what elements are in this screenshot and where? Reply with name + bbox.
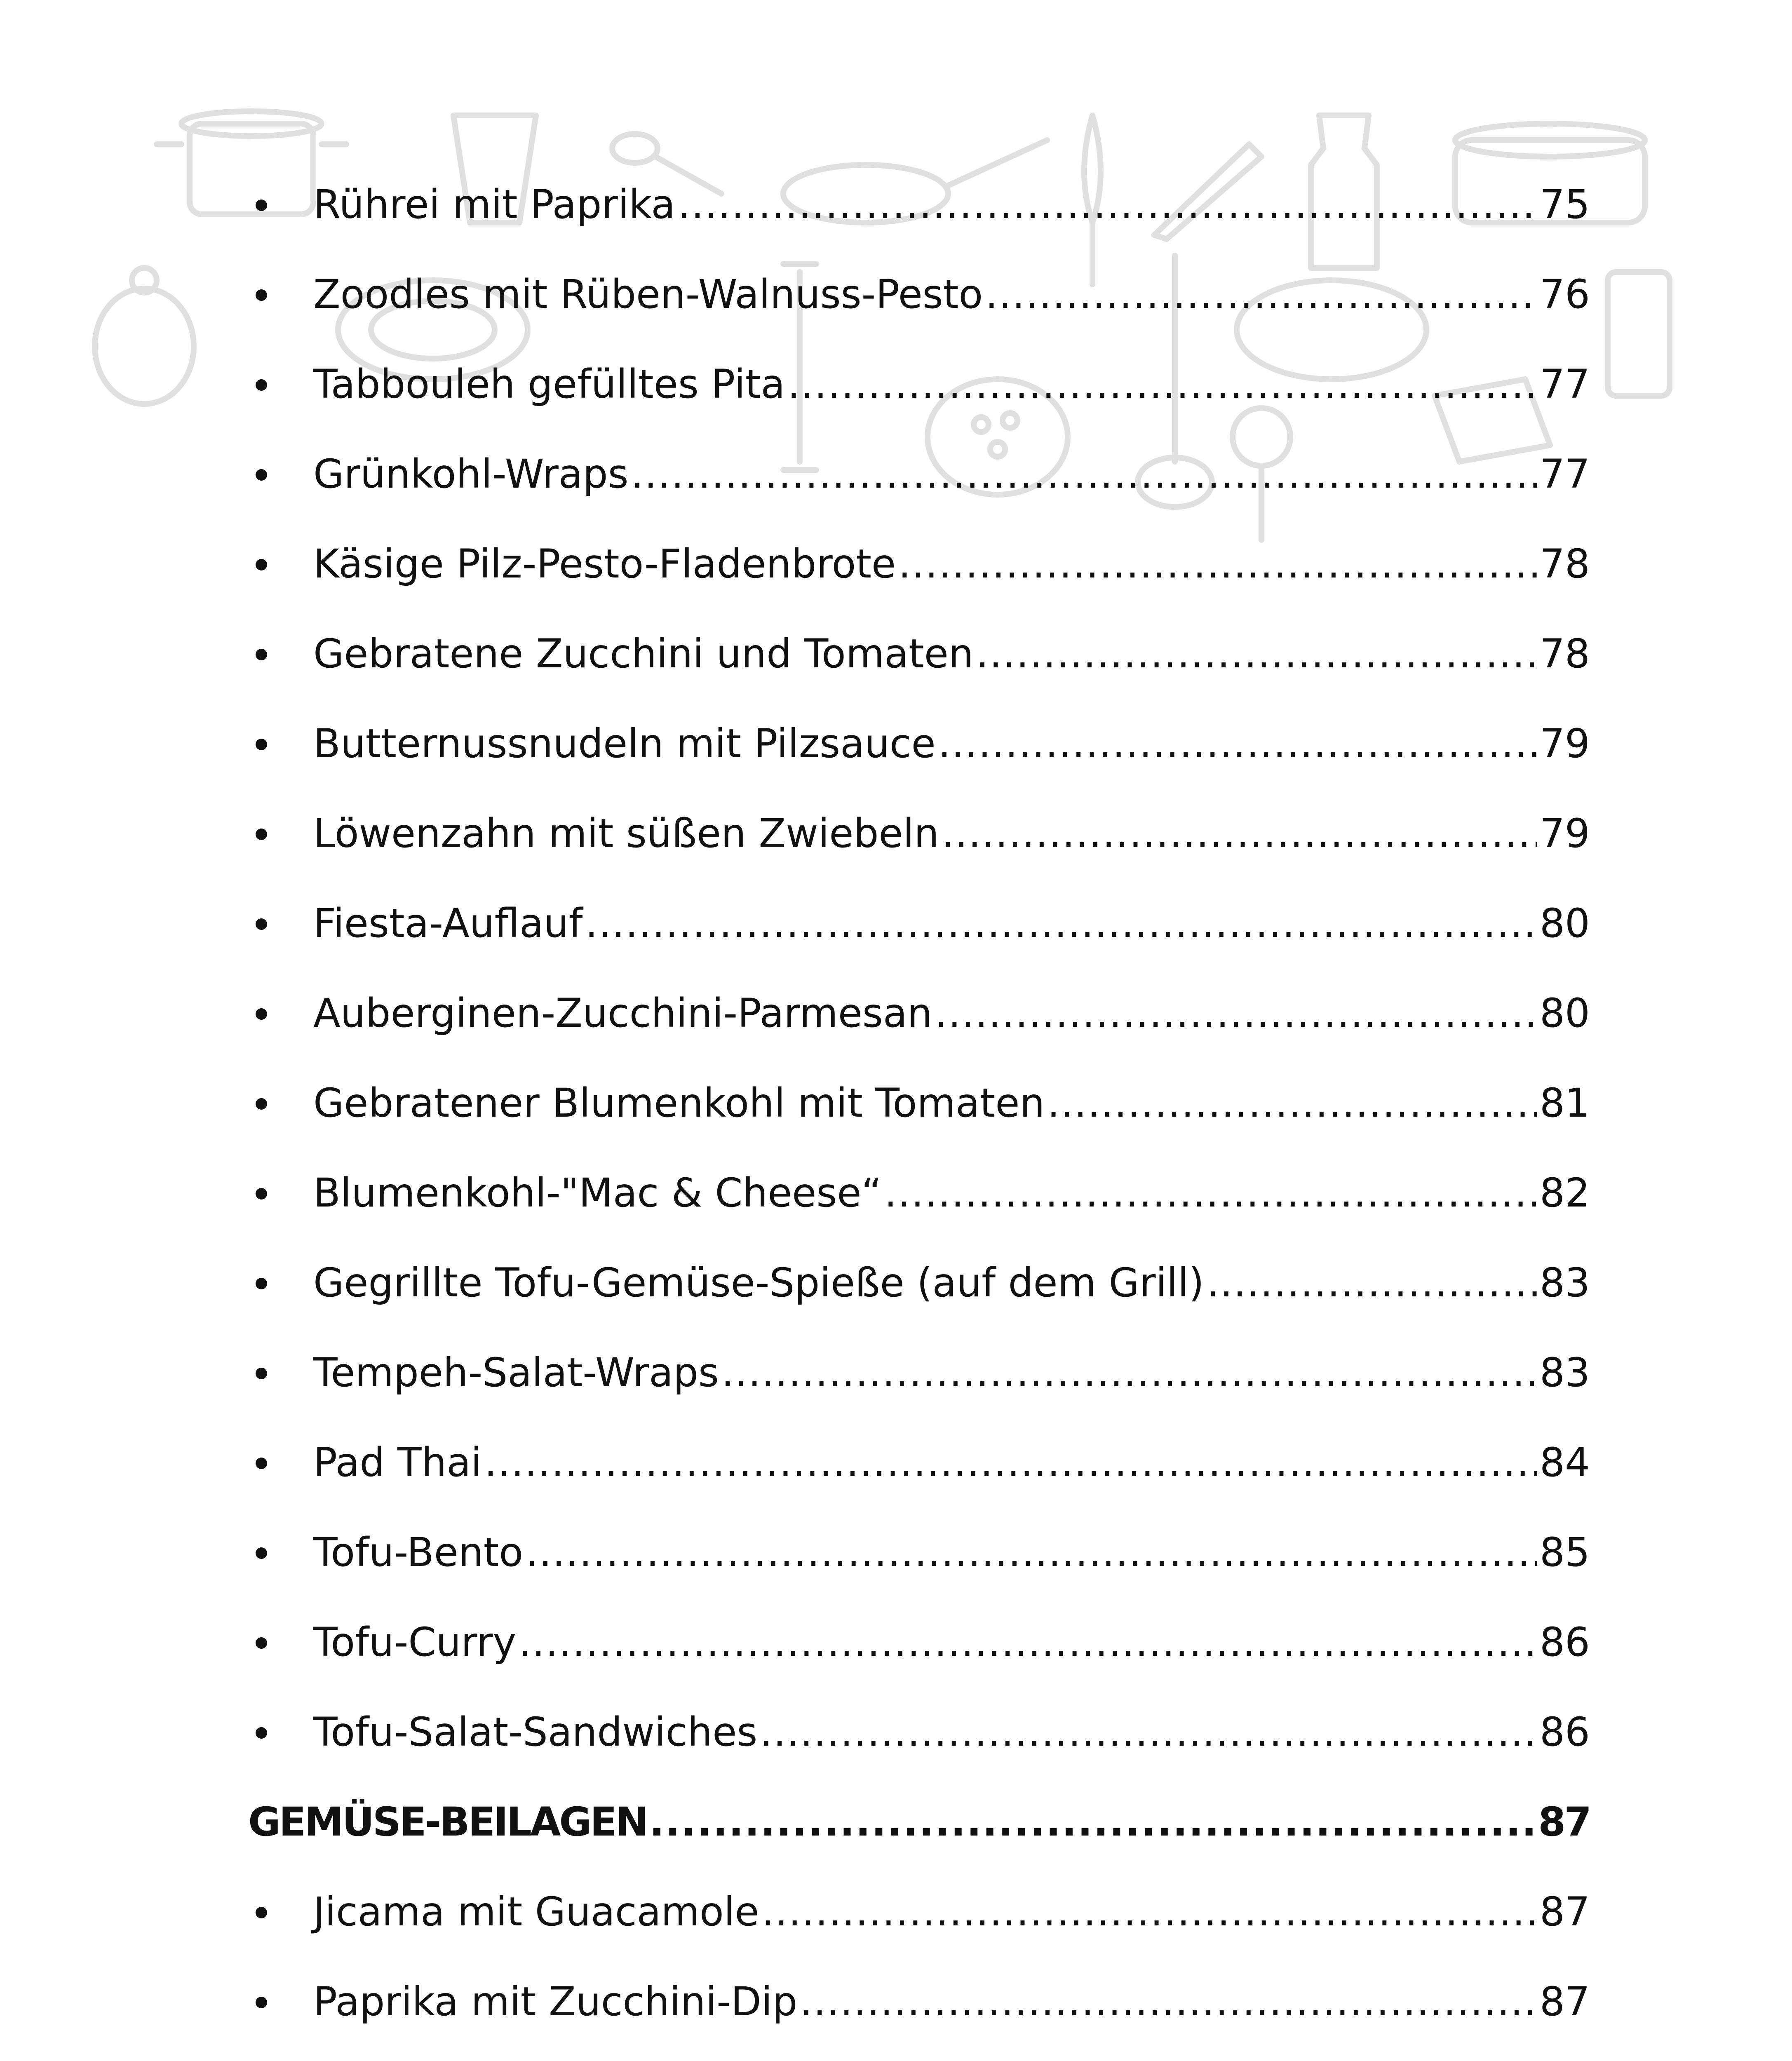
toc-entry-page-number: 76 — [1539, 271, 1590, 317]
toc-entry-title: Tabbouleh gefülltes Pita — [313, 361, 785, 407]
toc-entry-title: Zoodles mit Rüben-Walnuss-Pesto — [313, 271, 983, 317]
table-of-contents — [243, 180, 1590, 2061]
toc-entry-page-number: 83 — [1539, 1260, 1590, 1306]
toc-entry-title: Käsige Pilz-Pesto-Fladenbrote — [313, 541, 896, 587]
toc-entry[interactable] — [243, 270, 1590, 359]
toc-entry-title: Pad Thai — [313, 1439, 482, 1486]
dot-leader — [787, 359, 1537, 409]
toc-entry-line — [313, 1438, 1590, 1487]
toc-entry-title: Blumenkohl-"Mac & Cheese“ — [313, 1170, 882, 1216]
toc-entry[interactable] — [243, 1258, 1590, 1348]
toc-entry-page-number: 78 — [1539, 541, 1590, 587]
toc-entry-title: Gegrillte Tofu-Gemüse-Spieße (auf dem Grill) — [313, 1260, 1204, 1306]
toc-entry[interactable] — [243, 1707, 1590, 1797]
toc-entry[interactable] — [243, 809, 1590, 899]
kettle-icon — [95, 268, 194, 404]
dot-leader — [938, 719, 1537, 768]
toc-entry-title: Tofu-Bento — [313, 1529, 524, 1575]
toc-entry-line — [313, 1168, 1590, 1218]
toc-entry-line — [313, 1078, 1590, 1128]
toc-entry-title: Tofu-Salat-Sandwiches — [313, 1709, 758, 1755]
toc-entry[interactable] — [243, 359, 1590, 449]
dot-leader — [976, 629, 1537, 678]
bullet-icon — [256, 1278, 267, 1289]
toc-entry[interactable] — [243, 1528, 1590, 1617]
dot-leader — [1207, 1258, 1537, 1307]
toc-entry[interactable] — [243, 988, 1590, 1078]
toc-entry-page-number: 83 — [1539, 1350, 1590, 1396]
dot-leader — [761, 1887, 1537, 1937]
bullet-icon — [256, 200, 267, 211]
toc-entry-title: Gebratener Blumenkohl mit Tomaten — [313, 1080, 1045, 1126]
toc-entry-title: Paprika mit Zucchini-Dip — [313, 1979, 798, 2025]
toc-entry-page-number: 85 — [1539, 1529, 1590, 1575]
toc-entry-line — [313, 1707, 1590, 1757]
toc-entry[interactable] — [243, 1348, 1590, 1438]
bullet-icon — [256, 1458, 267, 1469]
toc-entry-line — [313, 1887, 1590, 1937]
toc-entry[interactable] — [243, 1078, 1590, 1168]
toc-entry-line — [313, 1348, 1590, 1397]
toc-entry[interactable] — [243, 1887, 1590, 1977]
dot-leader — [484, 1438, 1537, 1487]
dot-leader — [884, 1168, 1537, 1218]
bullet-icon — [256, 829, 267, 840]
toc-entry-title: Tofu-Curry — [313, 1619, 517, 1665]
toc-entry-line — [313, 180, 1590, 229]
dot-leader — [519, 1617, 1537, 1667]
toc-entry-title: Grünkohl-Wraps — [313, 451, 629, 497]
bullet-icon — [256, 649, 267, 660]
bullet-icon — [256, 289, 267, 301]
toc-entry-page-number: 87 — [1538, 1799, 1590, 1845]
toc-entry-page-number: 82 — [1539, 1170, 1590, 1216]
toc-entry-line — [313, 539, 1590, 589]
bullet-icon — [256, 1727, 267, 1739]
toc-entry-line — [313, 1258, 1590, 1307]
toc-entry-page-number: 80 — [1539, 990, 1590, 1036]
toc-entry-title: Löwenzahn mit süßen Zwiebeln — [313, 810, 939, 857]
toc-entry-line — [313, 270, 1590, 319]
toc-entry-title: Butternussnudeln mit Pilzsauce — [313, 721, 936, 767]
toc-entry-page-number: 86 — [1539, 1619, 1590, 1665]
toc-entry-line — [313, 809, 1590, 858]
toc-entry-line — [248, 1797, 1590, 1847]
toc-entry-line — [313, 899, 1590, 948]
dot-leader — [985, 270, 1537, 319]
toc-entry[interactable] — [243, 539, 1590, 629]
dot-leader — [678, 180, 1537, 229]
dot-leader — [935, 988, 1537, 1038]
bullet-icon — [256, 1008, 267, 1020]
toc-entry[interactable] — [243, 449, 1590, 539]
dot-leader — [585, 899, 1537, 948]
toc-entry-page-number: 78 — [1539, 631, 1590, 677]
toc-entry-line — [313, 359, 1590, 409]
bullet-icon — [256, 379, 267, 391]
dot-leader — [526, 1528, 1537, 1577]
toc-entry[interactable] — [243, 1168, 1590, 1258]
bullet-icon — [256, 1547, 267, 1559]
toc-entry[interactable] — [243, 629, 1590, 719]
bullet-icon — [256, 469, 267, 481]
bullet-icon — [256, 1368, 267, 1379]
toc-entry-line — [313, 1977, 1590, 2026]
bullet-icon — [256, 1907, 267, 1918]
dot-leader — [721, 1348, 1537, 1397]
toc-entry[interactable] — [243, 1617, 1590, 1707]
toc-entry-page-number: 87 — [1539, 1889, 1590, 1935]
toc-entry-page-number: 80 — [1539, 900, 1590, 946]
dot-leader — [631, 449, 1537, 499]
dot-leader — [760, 1707, 1537, 1757]
toc-entry-line — [313, 1617, 1590, 1667]
toc-entry-title: Auberginen-Zucchini-Parmesan — [313, 990, 932, 1036]
toc-entry-line — [313, 449, 1590, 499]
toc-entry[interactable] — [243, 180, 1590, 270]
toc-entry-line — [313, 719, 1590, 768]
toc-entry[interactable] — [243, 899, 1590, 988]
bullet-icon — [256, 559, 267, 570]
bullet-icon — [256, 739, 267, 750]
toc-entry-page-number: 87 — [1539, 1979, 1590, 2025]
dot-leader — [800, 1977, 1537, 2026]
toc-entry-page-number: 81 — [1539, 1080, 1590, 1126]
toc-entry-page-number: 77 — [1539, 451, 1590, 497]
toc-entry-title: Tempeh-Salat-Wraps — [313, 1350, 719, 1396]
bullet-icon — [256, 918, 267, 930]
toc-entry[interactable] — [243, 1977, 1590, 2061]
toc-entry-title: Rührei mit Paprika — [313, 181, 676, 228]
toc-section-heading[interactable] — [243, 1797, 1590, 1887]
toc-entry-page-number: 86 — [1539, 1709, 1590, 1755]
toc-entry-page-number: 79 — [1539, 721, 1590, 767]
grater-icon — [1608, 272, 1670, 396]
dot-leader — [898, 539, 1537, 589]
toc-entry-line — [313, 1528, 1590, 1577]
dot-leader — [942, 809, 1537, 858]
toc-entry-title: Fiesta-Auflauf — [313, 900, 583, 946]
toc-entry-line — [313, 988, 1590, 1038]
toc-entry[interactable] — [243, 719, 1590, 809]
bullet-icon — [256, 1098, 267, 1110]
toc-entry-title: GEMÜSE-BEILAGEN — [248, 1799, 647, 1845]
toc-entry-page-number: 77 — [1539, 361, 1590, 407]
bullet-icon — [256, 1637, 267, 1649]
toc-entry[interactable] — [243, 1438, 1590, 1528]
bullet-icon — [256, 1188, 267, 1200]
dot-leader — [649, 1797, 1536, 1847]
toc-entry-page-number: 75 — [1539, 181, 1590, 228]
toc-entry-page-number: 84 — [1539, 1439, 1590, 1486]
toc-entry-title: Gebratene Zucchini und Tomaten — [313, 631, 974, 677]
toc-entry-page-number: 79 — [1539, 810, 1590, 857]
toc-entry-line — [313, 629, 1590, 678]
toc-entry-title: Jicama mit Guacamole — [313, 1889, 759, 1935]
bullet-icon — [256, 1997, 267, 2008]
dot-leader — [1047, 1078, 1537, 1128]
